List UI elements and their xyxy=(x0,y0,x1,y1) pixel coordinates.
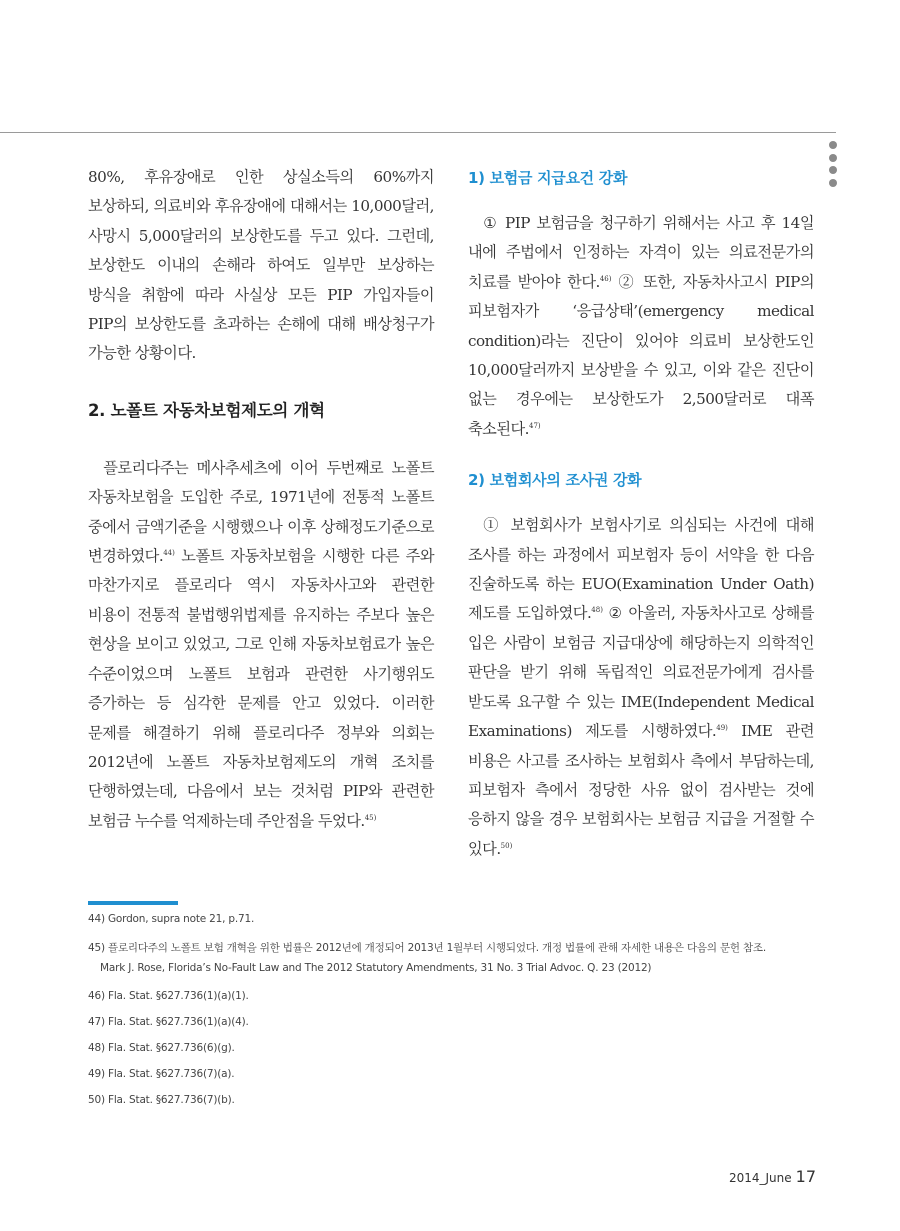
subsection-heading-1: 1) 보험금 지급요건 강화 xyxy=(468,169,628,187)
footnotes xyxy=(88,912,818,1119)
footnote-ref-49[interactable]: 49) xyxy=(716,724,728,733)
dot-icon xyxy=(829,141,837,149)
payment-requirements-paragraph xyxy=(468,209,814,444)
paragraph-text: IME 관련 비용은 사고를 조사하는 보험회사 측에서 부담하는데, 피보험자 측에서 정당한 사유 없이 검사받는 것에 응하지 않을 경우 보험회사는 보험금 지급을 거절할 수 있다. xyxy=(468,722,815,858)
footnote-50: 50) Fla. Stat. §627.736(7)(b). xyxy=(88,1094,235,1106)
footnote-text: 45) 플로리다주의 노폴트 보험 개혁을 위한 법률은 2012년에 개정되어 2013년 1월부터 시행되었다. 개정 법률에 관해 자세한 내용은 다음의 문헌 참조. xyxy=(88,942,766,954)
right-column xyxy=(468,163,814,864)
footnote-47: 47) Fla. Stat. §627.736(1)(a)(4). xyxy=(88,1016,249,1028)
footnote-rule xyxy=(88,901,178,905)
paragraph-text: ① PIP 보험금을 청구하기 위해서는 사고 후 14일 내에 주법에서 인정하는 자격이 있는 의료전문가의 치료를 받아야 한다. xyxy=(468,214,814,291)
paragraph-text: 플로리다주는 메사추세츠에 이어 두번째로 노폴트 자동차보험을 도입한 주로, 1971년에 전통적 노폴트 중에서 금액기준을 시행했으나 이후 상해정도기준으로 변경하였다. xyxy=(88,458,434,566)
header-rule xyxy=(0,132,836,133)
page-number: 17 xyxy=(795,1167,816,1186)
section-heading: 2. 노폴트 자동차보험제도의 개혁 xyxy=(88,400,325,420)
footnote-48: 48) Fla. Stat. §627.736(6)(g). xyxy=(88,1042,235,1054)
dot-icon xyxy=(829,154,837,162)
footnote-ref-50[interactable]: 50) xyxy=(500,841,513,850)
paragraph-text: ① 보험회사가 보험사기로 의심되는 사건에 대해 조사를 하는 과정에서 피보험자 등이 서약을 한 다음 진술하도록 하는 EUO(Examination Under Oath) 제도를 도입하였다. xyxy=(468,516,814,623)
intro-paragraph: 80%, 후유장애로 인한 상실소득의 60%까지 보상하되, 의료비와 후유장애에 대해서는 10,000달러, 사망시 5,000달러의 보상한도를 두고 있다. 그런데, 보상한도 이내의 손해라 하여도 일부만 보상하는 방식을 취함에 따라 사실상 모든 PIP 가입자들이 PIP의 보상한도를 초과하는 손해에 대해 배상청구가 가능한 상황이다. xyxy=(88,168,434,363)
footnote-46: 46) Fla. Stat. §627.736(1)(a)(1). xyxy=(88,990,249,1002)
paragraph-text: ② 아울러, 자동차사고로 상해를 입은 사람이 보험금 지급대상에 해당하는지 의학적인 판단을 받기 위해 독립적인 의료전문가에게 검사를 받도록 요구할 수 있는 IME(Independent Medical Examinations) 제도를 시행하였다. xyxy=(468,604,814,741)
florida-paragraph xyxy=(88,454,434,836)
footnote-44: 44) Gordon, supra note 21, p.71. xyxy=(88,913,255,925)
footnote-ref-45[interactable]: 45) xyxy=(364,813,377,822)
footnote-ref-47[interactable]: 47) xyxy=(529,421,541,430)
footnote-45 xyxy=(88,938,818,978)
subsection-heading-2: 2) 보험회사의 조사권 강화 xyxy=(468,471,642,490)
decorative-dots xyxy=(829,141,837,191)
footnote-ref-44[interactable]: 44) xyxy=(163,549,175,557)
left-column xyxy=(88,163,434,836)
dot-icon xyxy=(829,179,837,187)
issue-label: 2014_June xyxy=(728,1171,792,1185)
footnote-49: 49) Fla. Stat. §627.736(7)(a). xyxy=(88,1068,235,1080)
paragraph-text: 노폴트 자동차보험을 시행한 다른 주와 마찬가지로 플로리다 역시 자동차사고와 관련한 비용이 전통적 불법행위법제를 유지하는 주보다 높은 현상을 보이고 있었고, 그로 인해 자동차보험료가 높은 수준이었으며 노폴트 보험과 관련한 사기행위도 증가하는 등 심각한 문제를 안고 있었다. 이러한 문제를 해결하기 위해 플로리다주 정부와 의회는 2012년에 노폴트 자동차보험제도의 개혁 조치를 단행하였는데, 다음에서 보는 것처럼 PIP와 관련한 보험금 누수를 억제하는데 주안점을 두었다. xyxy=(88,547,434,830)
investigation-rights-paragraph xyxy=(468,511,814,864)
footnote-continuation: Mark J. Rose, Florida’s No-Fault Law and The 2012 Statutory Amendments, 31 No. 3 Trial Advoc. Q. 23 (2012) xyxy=(100,962,652,974)
dot-icon xyxy=(829,166,837,174)
paragraph-text: ② 또한, 자동차사고시 PIP의 피보험자가 ‘응급상태’(emergency medical condition)라는 진단이 있어야 의료비 보상한도인 10,000달러까지 보상받을 수 있고, 이와 같은 진단이 없는 경우에는 보상한도가 2,500달러로 대폭 축소된다. xyxy=(468,272,814,438)
footnote-ref-48[interactable]: 48) xyxy=(591,606,603,615)
footnote-ref-46[interactable]: 46) xyxy=(599,274,612,283)
page-footer xyxy=(729,1167,816,1186)
